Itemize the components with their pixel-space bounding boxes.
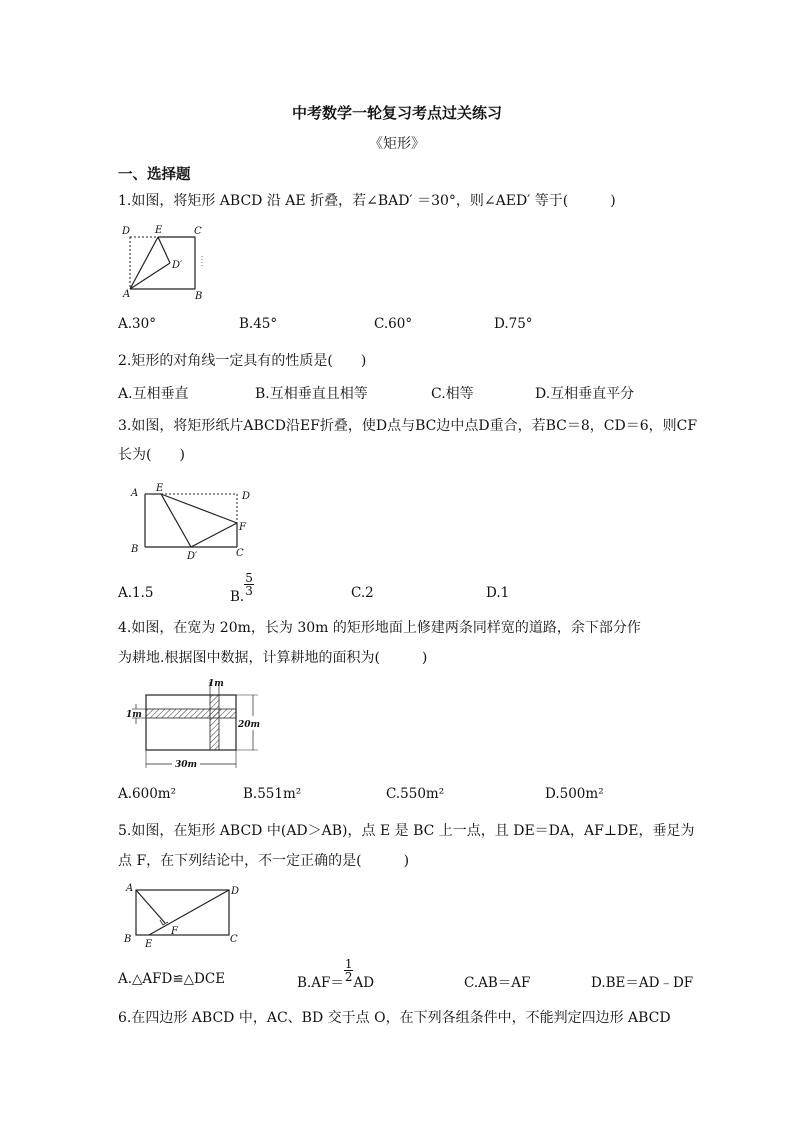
fig1-label-A: A: [123, 289, 131, 300]
q3-option-c[interactable]: C.2: [351, 585, 374, 601]
fig3-label-C: C: [236, 548, 244, 559]
fig1-label-E: E: [155, 225, 163, 236]
question-3-stem-line1: 3.如图，将矩形纸片ABCD沿EF折叠，使D点与BC边中点D重合，若BC＝8，CD＝6，则CF: [118, 418, 698, 434]
fraction-denominator: 2: [344, 970, 353, 984]
q1-option-d[interactable]: D.75°: [494, 316, 533, 332]
q3-option-a[interactable]: A.1.5: [118, 585, 154, 601]
fig5-label-B: B: [124, 934, 132, 945]
q5-option-d[interactable]: D.BE＝AD﹣DF: [591, 975, 694, 991]
q1-option-c[interactable]: C.60°: [374, 316, 413, 332]
q2-option-b[interactable]: B.互相垂直且相等: [255, 386, 368, 402]
question-6-stem-line1: 6.在四边形 ABCD 中，AC、BD 交于点 O，在下列各组条件中，不能判定四边形 ABCD: [118, 1010, 671, 1026]
fold-rect-dashed: [130, 237, 195, 289]
fig5-label-E: E: [145, 939, 153, 950]
page-title: 中考数学一轮复习考点过关练习: [291, 104, 502, 122]
q5-option-c[interactable]: C.AB＝AF: [464, 975, 531, 991]
question-2-stem: 2.矩形的对角线一定具有的性质是( ): [118, 353, 367, 369]
q5-option-b[interactable]: [297, 957, 375, 991]
question-5-stem-line1: 5.如图，在矩形 ABCD 中(AD＞AB)，点 E 是 BC 上一点，且 DE＝DA，AF⊥DE，垂足为: [118, 823, 695, 839]
q5-option-b-suffix: AD: [353, 975, 375, 991]
section-heading: 一、选择题: [118, 166, 191, 183]
question-5-figure: [122, 880, 252, 950]
q3-option-b-fraction: [244, 572, 254, 597]
fig3-label-B: B: [131, 544, 139, 555]
question-3-figure: [125, 482, 265, 562]
fig5-label-C: C: [230, 934, 238, 945]
fig1-label-C: C: [194, 226, 202, 237]
fig5-label-A: A: [126, 883, 134, 894]
q2-option-d[interactable]: D.互相垂直平分: [535, 386, 635, 402]
question-4-stem-line2: 为耕地.根据图中数据，计算耕地的面积为( ): [118, 650, 428, 666]
fig5-label-D: D: [231, 886, 240, 897]
fig5-label-F: F: [171, 926, 178, 937]
q5-option-a[interactable]: A.△AFD≌△DCE: [118, 971, 226, 987]
fig4-label-1m-top: 1m: [208, 679, 224, 689]
question-1-figure: [118, 222, 218, 304]
question-1-stem: 1.如图，将矩形 ABCD 沿 AE 折叠，若∠BAD′ ＝30°，则∠AED′ 等于( ): [118, 193, 616, 209]
fig4-label-1m-left: 1m: [126, 710, 142, 720]
fraction-numerator: 5: [245, 571, 253, 585]
q3-option-d[interactable]: D.1: [486, 585, 510, 601]
question-4-figure: [124, 676, 274, 772]
fig3-label-D: D: [242, 491, 251, 502]
question-5-stem-line2: 点 F，在下列结论中，不一定正确的是( ): [118, 853, 410, 869]
fig4-label-20m: 20m: [238, 720, 261, 730]
q4-option-c[interactable]: C.550m²: [386, 786, 445, 802]
q5-option-b-prefix: B.AF＝: [297, 975, 344, 991]
q1-option-a[interactable]: A.30°: [118, 316, 156, 332]
fig3-label-F: F: [239, 522, 246, 533]
q2-option-a[interactable]: A.互相垂直: [118, 386, 189, 402]
q4-option-b[interactable]: B.551m²: [243, 786, 302, 802]
question-3-stem-line2: 长为( ): [118, 447, 185, 463]
page-subtitle: 《矩形》: [369, 136, 425, 152]
fraction-numerator: 1: [344, 957, 353, 971]
fig3-label-A: A: [131, 488, 139, 499]
fig1-label-D: D: [122, 226, 131, 237]
q4-option-d[interactable]: D.500m²: [545, 786, 604, 802]
q3-option-b-prefix: B.: [230, 589, 245, 605]
q4-option-a[interactable]: A.600m²: [118, 786, 177, 802]
q2-option-c[interactable]: C.相等: [431, 386, 474, 402]
fig3-label-Dprime: D′: [187, 551, 198, 562]
q1-option-b[interactable]: B.45°: [239, 316, 278, 332]
fig3-label-E: E: [156, 483, 164, 494]
fig1-label-Dprime: D′: [172, 260, 183, 271]
q3-option-b[interactable]: [230, 571, 254, 605]
question-4-stem-line1: 4.如图，在宽为 20m，长为 30m 的矩形地面上修建两条同样宽的道路，余下部分作: [118, 620, 641, 636]
fraction-denominator: 3: [245, 584, 253, 598]
fig4-label-30m: 30m: [175, 760, 198, 770]
fig1-label-B: B: [195, 291, 203, 302]
